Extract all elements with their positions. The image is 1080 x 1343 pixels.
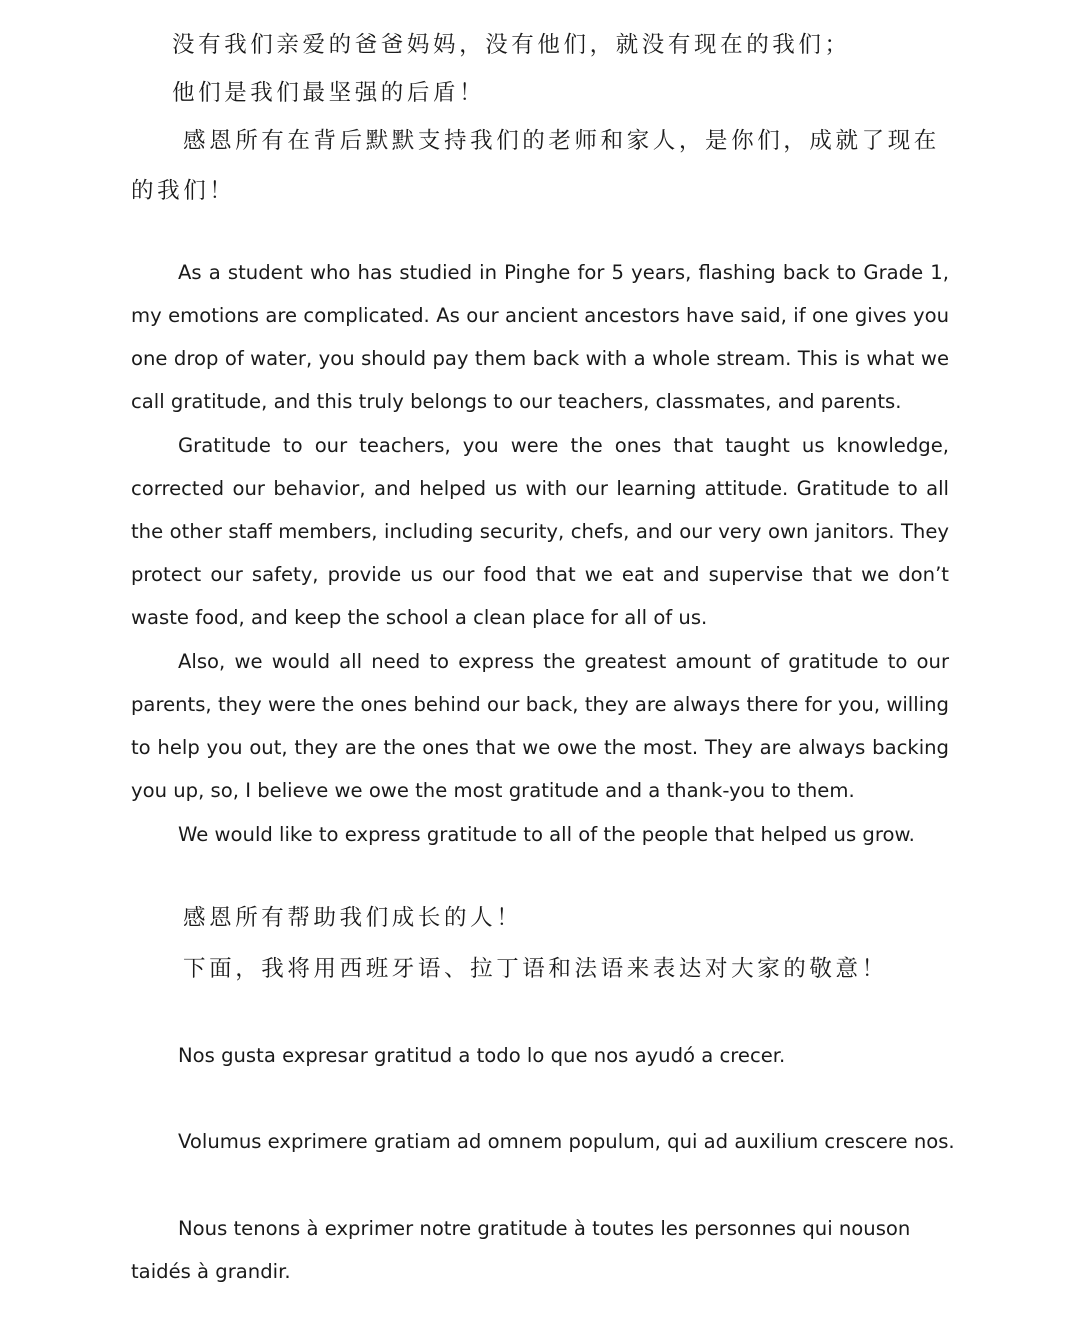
english-paragraph-3: Also, we would all need to express the greatest amount of gratitude to our parents, they were the ones behind our back, they are always there for you, willing to help you out, they are the ones that we owe the most. They are always backing you up, so, I believe we owe the most gratitude and a thank-you to them. (131, 650, 949, 802)
english-paragraph-4: We would like to express gratitude to all of the people that helped us grow. (178, 823, 915, 846)
chinese-intro-paragraph: 感恩所有在背后默默支持我们的老师和家人，是你们，成就了现在的我们！ (131, 128, 940, 204)
chinese-intro-line-1: 没有我们亲爱的爸爸妈妈，没有他们，就没有现在的我们； (172, 32, 851, 58)
chinese-outro-line-1: 感恩所有帮助我们成长的人！ (183, 905, 523, 931)
english-paragraph-2: Gratitude to our teachers, you were the ones that taught us knowledge, corrected our behavior, and helped us with our learning attitude. Gratitude to all the other staff members, including security, chefs, and our very own janitors. They protect our safety, provide us our food that we eat and supervise that we don’t waste food, and keep the school a clean place for all of us. (131, 434, 949, 629)
english-paragraph-1: As a student who has studied in Pinghe for 5 years, flashing back to Grade 1, my emotions are complicated. As our ancient ancestors have said, if one gives you one drop of water, you should pay them back with a whole stream. This is what we call gratitude, and this truly belongs to our teachers, classmates, and parents. (131, 261, 949, 413)
french-translation: Nous tenons à exprimer notre gratitude à toutes les personnes qui nouson taidés à grandir. (131, 1217, 911, 1283)
latin-translation: Volumus exprimere gratiam ad omnem populum, qui ad auxilium crescere nos. (178, 1130, 955, 1153)
chinese-outro-line-2: 下面，我将用西班牙语、拉丁语和法语来表达对大家的敬意！ (183, 956, 888, 982)
spanish-translation: Nos gusta expresar gratitud a todo lo que nos ayudó a crecer. (178, 1044, 786, 1067)
chinese-intro-line-2: 他们是我们最坚强的后盾！ (172, 80, 486, 106)
